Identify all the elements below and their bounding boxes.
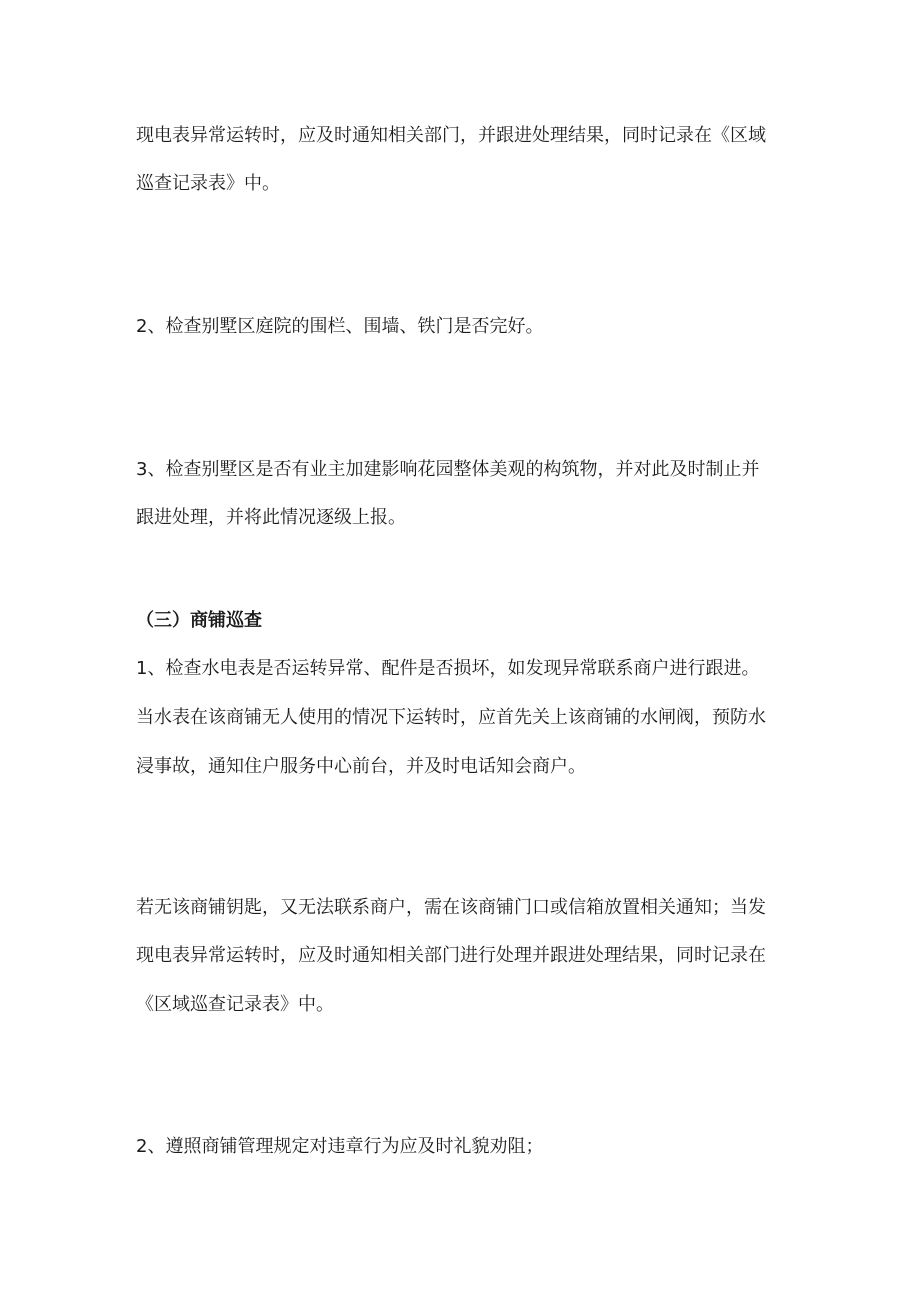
list-item-line: 浸事故，通知住户服务中心前台，并及时电话知会商户。 — [136, 756, 586, 777]
section-heading: （三）商铺巡查 — [136, 610, 262, 631]
list-item-line: 3、检查别墅区是否有业主加建影响花园整体美观的构筑物，并对此及时制止并 — [136, 459, 760, 480]
list-item-line: 1、检查水电表是否运转异常、配件是否损坏，如发现异常联系商户进行跟进。 — [136, 658, 760, 679]
paragraph-line: 《区域巡查记录表》中。 — [136, 994, 334, 1015]
paragraph-line: 若无该商铺钥匙，又无法联系商户，需在该商铺门口或信箱放置相关通知；当发 — [136, 897, 766, 918]
list-item-line: 跟进处理，并将此情况逐级上报。 — [136, 507, 406, 528]
paragraph-line: 巡查记录表》中。 — [136, 173, 280, 194]
list-item-line: 当水表在该商铺无人使用的情况下运转时，应首先关上该商铺的水闸阀，预防水 — [136, 707, 766, 728]
paragraph-line: 现电表异常运转时，应及时通知相关部门进行处理并跟进处理结果，同时记录在 — [136, 945, 766, 966]
list-item-line: 2、检查别墅区庭院的围栏、围墙、铁门是否完好。 — [136, 316, 544, 337]
paragraph-line: 现电表异常运转时，应及时通知相关部门，并跟进处理结果，同时记录在《区域 — [136, 125, 766, 146]
list-item-line: 2、遵照商铺管理规定对违章行为应及时礼貌劝阻； — [136, 1136, 544, 1157]
